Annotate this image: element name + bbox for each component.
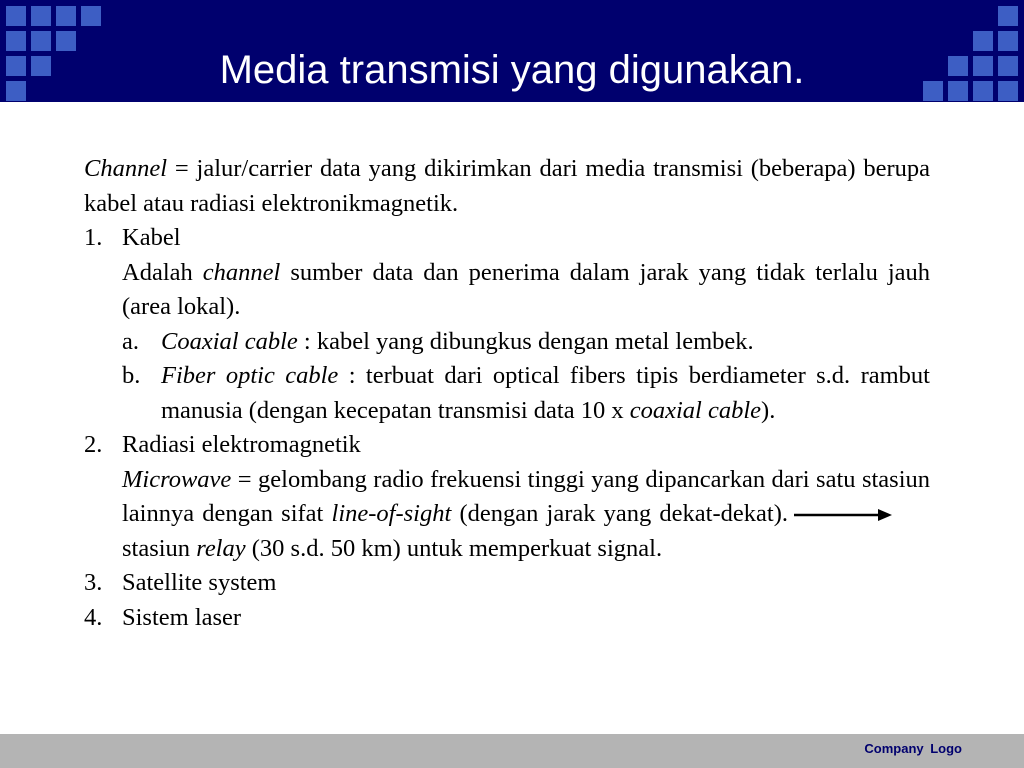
list-label: Radiasi elektromagnetik xyxy=(122,431,361,458)
list-number: 3. xyxy=(84,569,103,596)
slide-title: Media transmisi yang digunakan. xyxy=(219,48,805,92)
list-number: 2. xyxy=(84,431,103,458)
list-item-4 xyxy=(84,601,930,636)
desc-term: line-of-sight xyxy=(331,500,452,527)
desc-text: Adalah xyxy=(122,258,203,286)
decor-square xyxy=(31,6,51,26)
sublist-item-a xyxy=(122,325,930,360)
desc-term: Microwave xyxy=(122,465,232,493)
sublist-letter: a. xyxy=(122,327,139,355)
sub-text: ). xyxy=(761,396,776,424)
arrow-right-icon xyxy=(794,506,894,524)
sub-text: : kabel yang dibungkus dengan metal lembek. xyxy=(297,327,754,355)
list-label: Sistem laser xyxy=(122,603,242,631)
desc-text: (dengan jarak yang dekat-dekat). xyxy=(451,500,788,527)
item2-description xyxy=(84,463,930,567)
desc-term: channel xyxy=(202,258,281,286)
title-bar xyxy=(0,0,1024,102)
sublist xyxy=(84,325,930,429)
footer-bar xyxy=(0,734,1024,768)
list-item-2 xyxy=(84,428,930,463)
list-label: Kabel xyxy=(122,224,181,251)
sublist-item-b xyxy=(122,359,930,428)
company-logo: Company Logo xyxy=(864,741,962,756)
sub-term: Fiber optic cable xyxy=(161,362,339,389)
list-item-1 xyxy=(84,221,930,256)
item1-description xyxy=(84,256,930,325)
intro-term: Channel xyxy=(84,155,168,182)
intro-text: = jalur/carrier data yang dikirimkan dari media transmisi (beberapa) berupa kabel atau radiasi elektronikmagnetik. xyxy=(84,155,930,217)
list-number: 4. xyxy=(84,603,103,631)
list-number: 1. xyxy=(84,224,103,251)
decor-square xyxy=(6,6,26,26)
decor-square xyxy=(81,6,101,26)
decor-square xyxy=(998,6,1018,26)
desc-text: sumber data dan penerima dalam jarak yang tidak terlalu jauh (area lokal). xyxy=(122,258,931,320)
desc-text: stasiun xyxy=(122,534,197,562)
decor-square xyxy=(56,6,76,26)
intro-paragraph xyxy=(84,152,930,221)
desc-term: relay xyxy=(196,534,246,562)
sub-term: Coaxial cable xyxy=(161,327,298,355)
sub-text: : terbuat dari optical fibers tipis berdiameter s.d. rambut manusia (dengan kecepatan transmisi data 10 x xyxy=(161,362,930,424)
sub-term: coaxial cable xyxy=(629,396,762,424)
desc-text: = gelombang radio frekuensi tinggi yang dipancarkan dari satu stasiun lainnya dengan sifat xyxy=(122,465,930,527)
list-label: Satellite system xyxy=(122,569,277,596)
slide-body xyxy=(84,152,930,635)
desc-text: (30 s.d. 50 km) untuk memperkuat signal. xyxy=(245,534,663,562)
list-item-3 xyxy=(84,566,930,601)
sublist-letter: b. xyxy=(122,362,141,389)
